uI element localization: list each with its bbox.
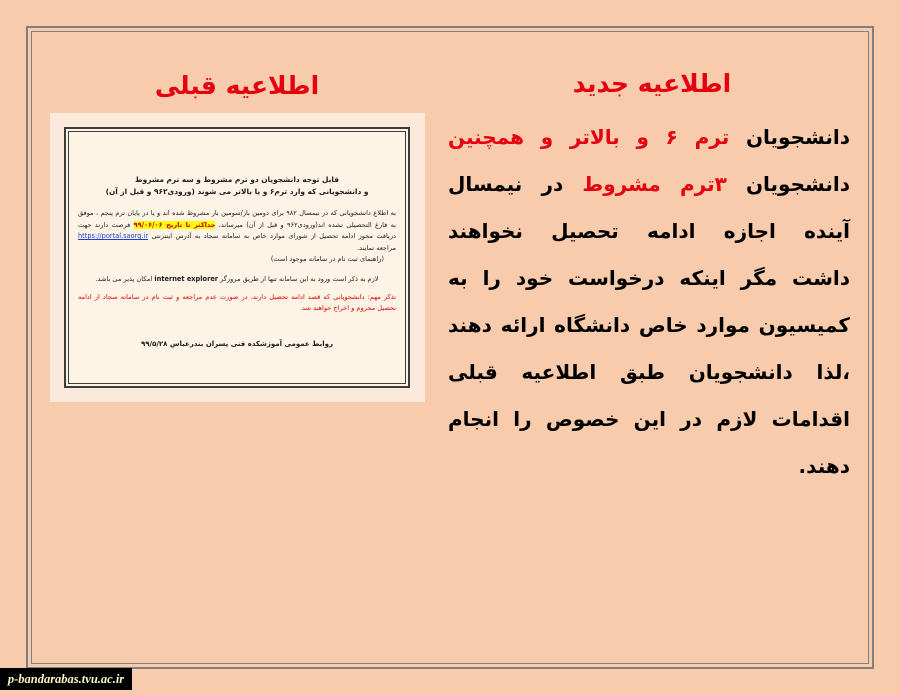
notice-text: در نیمسال	[448, 172, 564, 196]
previous-notice-paragraph	[78, 208, 396, 254]
notice-text: دانشجویان	[745, 172, 850, 196]
notice-line-content	[448, 407, 850, 431]
paragraph-text: مراجعه نمایند.	[357, 243, 396, 252]
notice-line-content	[448, 313, 850, 337]
notice-line-content	[448, 266, 850, 290]
important-warning: تذکر مهم: دانشجویانی که قصد ادامه تحصیل دارند، در صورت عدم مراجعه و ثبت نام در سامانه سجاد از ادامه تحصیل محروم و اخراج خواهند شد.	[78, 293, 396, 312]
notice-text: داشت مگر اینکه درخواست خود را به	[448, 266, 850, 290]
notice-line	[447, 443, 850, 490]
notice-emphasis-text: ۳ترم مشروط	[582, 172, 727, 196]
previous-notice-image	[50, 113, 425, 402]
notice-text: کمیسیون موارد خاص دانشگاه ارائه دهند	[448, 313, 850, 337]
notice-line	[447, 114, 850, 161]
notice-line	[447, 208, 850, 255]
notice-line	[447, 349, 850, 396]
notice-line	[447, 255, 850, 302]
registration-guide-note: (راهنمای ثبت نام در سامانه موجود است)	[270, 255, 384, 263]
previous-notice-title: اطلاعیه قبلی	[154, 71, 320, 100]
notice-line	[447, 396, 850, 443]
browser-note-text: لازم به ذکر است ورود به این سامانه تنها از طریق مرورگر	[220, 274, 379, 283]
portal-link: https://portal.saorg.ir	[78, 232, 149, 240]
paragraph-text: به اطلاع دانشجویانی که در نیمسال ۹۸۲ برای دومین بار/سومین بار مشروط شده اند و یا در پایان ترم پنجم ، موفق به فارغ التحصیلی نشده اند(ورودی۹۶۲ و قبل از آن) میرساند،	[78, 209, 396, 229]
notice-text: دهند.	[798, 454, 850, 478]
notice-line-content	[448, 360, 850, 384]
previous-notice-heading-2: و دانشجویانی که وارد ترم۶ و یا بالاتر می شوند (ورودی۹۶۲ و قبل از آن)	[105, 187, 369, 196]
site-watermark: p-bandarabas.tvu.ac.ir	[0, 668, 132, 690]
previous-notice-frame	[64, 127, 410, 388]
notice-line	[447, 161, 850, 208]
browser-note-text: امکان پذیر می باشد.	[95, 274, 153, 283]
notice-line-content	[448, 172, 850, 196]
browser-note	[78, 274, 396, 286]
notice-text: اقدامات لازم در این خصوص را انجام	[448, 407, 850, 431]
previous-notice-heading-1: قابل توجه دانشجویان دو ترم مشروط و سه ترم مشروط	[134, 175, 340, 184]
notice-text: دانشجویان	[745, 125, 850, 149]
notice-emphasis-text: ترم ۶ و بالاتر و همچنین	[448, 125, 730, 149]
deadline-highlight: حداکثر تا تاریخ ۹۹/۰۶/۰۶	[133, 220, 216, 229]
notice-line-content	[448, 219, 850, 243]
notice-text: آینده اجازه ادامه تحصیل نخواهند	[448, 219, 850, 243]
browser-name: internet explorer	[154, 274, 219, 283]
new-notice-body	[447, 114, 850, 490]
notice-line	[447, 302, 850, 349]
notice-line-content	[448, 125, 850, 149]
new-notice-title: اطلاعیه جدید	[572, 69, 732, 98]
notice-text: ،لذا دانشجویان طبق اطلاعیه قبلی	[448, 360, 850, 384]
public-relations-signature: روابط عمومی آموزشکده فنی پسران بندرعباس ۹۹/۵/۲۸	[140, 340, 334, 348]
previous-notice-text	[66, 129, 408, 386]
paragraph-text: فرصت دارند جهت دریافت مجوز ادامه تحصیل از شورای موارد خاص به سامانه سجاد به آدرس اینترنتی	[78, 220, 396, 240]
notice-line-content	[799, 454, 850, 478]
